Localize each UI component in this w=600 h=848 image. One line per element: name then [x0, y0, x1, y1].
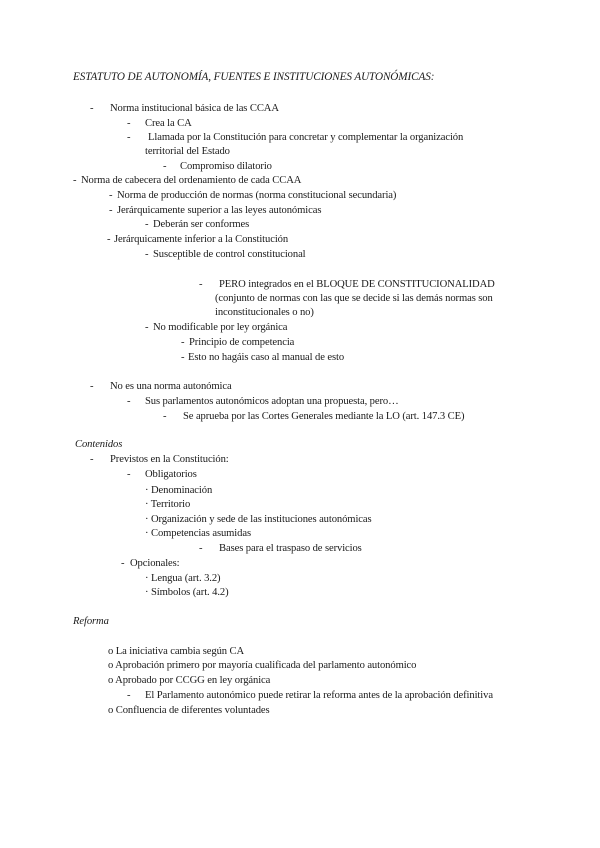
text-line: o Aprobación primero por mayoría cualificada del parlamento autonómico — [108, 660, 417, 671]
text-line: Jerárquicamente inferior a la Constitución — [114, 234, 289, 245]
bullet-dash: - — [181, 337, 185, 348]
text-line: No modificable por ley orgánica — [153, 322, 288, 333]
text-line: · Organización y sede de las instituciones autonómicas — [145, 514, 372, 525]
text-line: Jerárquicamente superior a las leyes autonómicas — [117, 205, 322, 216]
bullet-dash: - — [90, 381, 94, 392]
bullet-dash: - — [145, 249, 149, 260]
text-line: Norma de cabecera del ordenamiento de cada CCAA — [81, 175, 302, 186]
bullet-dash: - — [199, 543, 203, 554]
bullet-dash: - — [127, 132, 131, 143]
bullet-dash: - — [109, 190, 113, 201]
bullet-dash: - — [199, 279, 203, 290]
text-line: No es una norma autonómica — [110, 381, 232, 392]
text-line: o La iniciativa cambia según CA — [108, 646, 245, 657]
text-line: · Competencias asumidas — [145, 528, 251, 539]
bullet-dash: - — [73, 175, 77, 186]
text-line: o Aprobado por CCGG en ley orgánica — [108, 675, 271, 686]
text-line: El Parlamento autonómico puede retirar la reforma antes de la aprobación definitiva — [145, 690, 493, 701]
text-line: Crea la CA — [145, 118, 192, 129]
text-line: Previstos en la Constitución: — [110, 454, 229, 465]
section-heading-reforma: Reforma — [73, 616, 109, 627]
text-line: Susceptible de control constitucional — [153, 249, 306, 260]
text-line: · Denominación — [145, 485, 213, 496]
bullet-dash: - — [127, 690, 131, 701]
bullet-dash: - — [163, 161, 167, 172]
text-line: PERO integrados en el BLOQUE DE CONSTITUCIONALIDAD — [219, 279, 495, 290]
text-line: inconstitucionales o no) — [215, 307, 314, 318]
bullet-dash: - — [127, 396, 131, 407]
text-line: Se aprueba por las Cortes Generales mediante la LO (art. 147.3 CE) — [183, 411, 465, 422]
bullet-dash: - — [127, 118, 131, 129]
text-line: Principio de competencia — [189, 337, 295, 348]
bullet-dash: - — [107, 234, 111, 245]
bullet-dash: - — [145, 219, 149, 230]
bullet-dash: - — [145, 322, 149, 333]
text-line: Bases para el traspaso de servicios — [219, 543, 362, 554]
section-heading-contenidos: Contenidos — [75, 439, 123, 450]
text-line: Norma institucional básica de las CCAA — [110, 103, 279, 114]
bullet-dash: - — [163, 411, 167, 422]
text-line: (conjunto de normas con las que se decide si las demás normas son — [215, 293, 493, 304]
text-line: Esto no hagáis caso al manual de esto — [188, 352, 345, 363]
bullet-dash: - — [121, 558, 125, 569]
text-line: Deberán ser conformes — [153, 219, 250, 230]
text-line: o Confluencia de diferentes voluntades — [108, 705, 270, 716]
text-line: Sus parlamentos autonómicos adoptan una propuesta, pero… — [145, 396, 399, 407]
text-line: · Símbolos (art. 4.2) — [145, 587, 229, 598]
bullet-dash: - — [181, 352, 185, 363]
text-line: · Territorio — [145, 499, 191, 510]
text-line: · Lengua (art. 3.2) — [145, 573, 221, 584]
bullet-dash: - — [90, 454, 94, 465]
document-title: ESTATUTO DE AUTONOMÍA, FUENTES E INSTITUCIONES AUTONÓMICAS: — [73, 71, 435, 83]
text-line: Obligatorios — [145, 469, 197, 480]
text-line: Opcionales: — [130, 558, 180, 569]
text-line: territorial del Estado — [145, 146, 230, 157]
text-line: Norma de producción de normas (norma constitucional secundaria) — [117, 190, 397, 201]
bullet-dash: - — [127, 469, 131, 480]
text-line: Llamada por la Constitución para concretar y complementar la organización — [148, 132, 464, 143]
bullet-dash: - — [90, 103, 94, 114]
text-line: Compromiso dilatorio — [180, 161, 272, 172]
bullet-dash: - — [109, 205, 113, 216]
